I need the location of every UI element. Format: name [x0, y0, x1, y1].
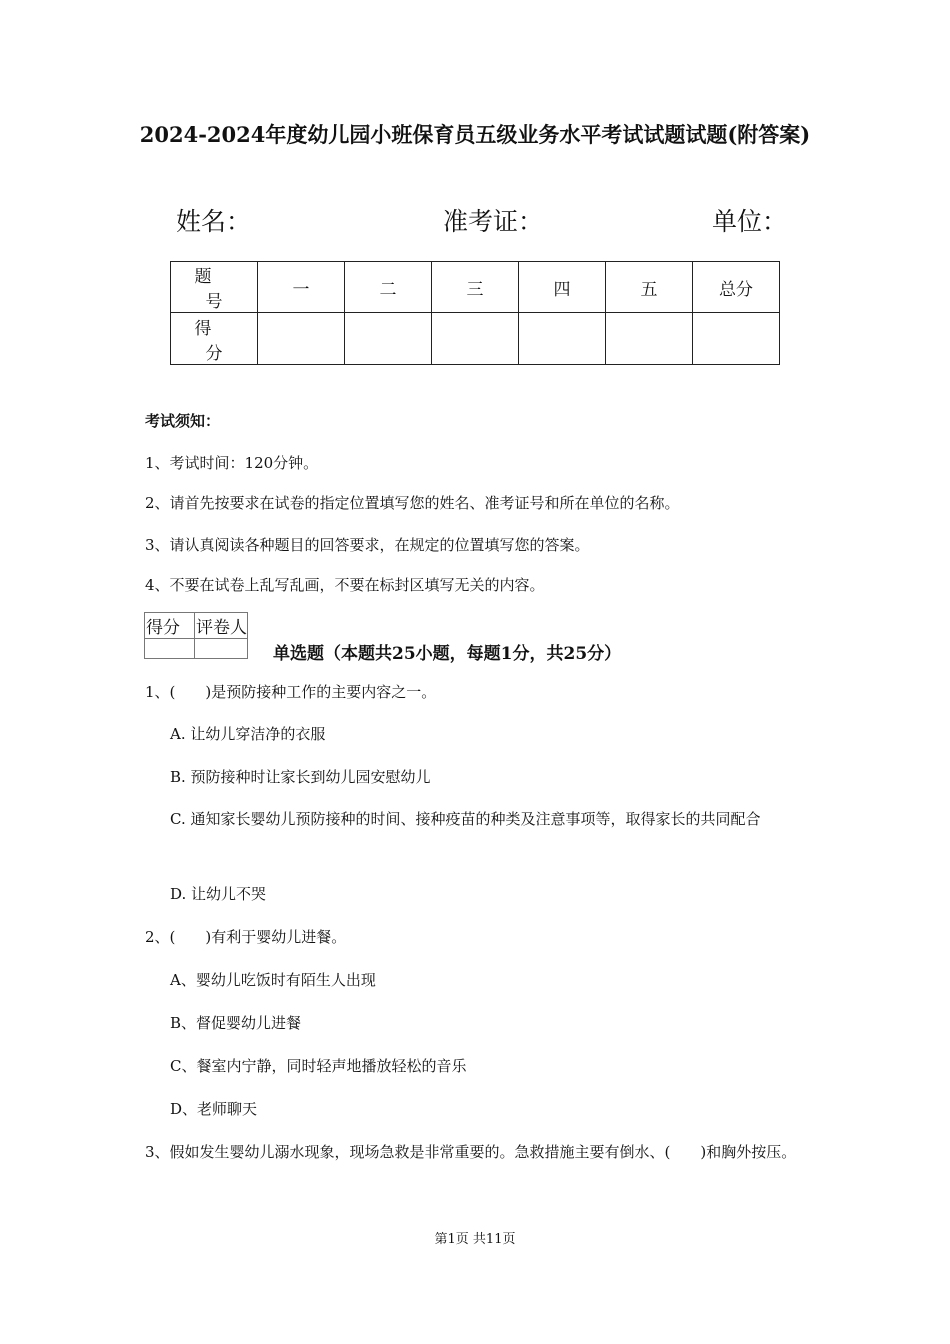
score-table-col-4: 四 [519, 262, 606, 313]
grader-name-label: 评卷人 [195, 613, 248, 639]
question-1-option-b: B. 预防接种时让家长到幼儿园安慰幼儿 [170, 768, 431, 786]
grader-box [144, 612, 248, 659]
question-1-option-a: A. 让幼儿穿洁净的衣服 [170, 725, 326, 743]
score-table-col-5: 五 [606, 262, 693, 313]
notice-item-4: 4、不要在试卷上乱写乱画，不要在标封区填写无关的内容。 [145, 576, 545, 594]
notice-item-2: 2、请首先按要求在试卷的指定位置填写您的姓名、准考证号和所在单位的名称。 [145, 494, 680, 512]
grader-box-labels [145, 613, 248, 639]
notice-title: 考试须知： [145, 412, 221, 430]
score-table [170, 261, 780, 365]
score-table-header-row [171, 262, 780, 313]
unit-label: 单位： [712, 207, 788, 236]
question-1-option-c: C. 通知家长婴幼儿预防接种的时间、接种疫苗的种类及注意事项等，取得家长的共同配合 [170, 810, 761, 828]
score-table-col-3: 三 [432, 262, 519, 313]
section-title: 单选题（本题共25小题，每题1分，共25分） [273, 644, 622, 664]
score-cell-1[interactable] [258, 313, 345, 365]
score-table-header-label: 题 号 [171, 262, 258, 313]
score-cell-4[interactable] [519, 313, 606, 365]
name-label: 姓名： [176, 207, 252, 236]
score-cell-total[interactable] [693, 313, 780, 365]
score-table-col-2: 二 [345, 262, 432, 313]
question-2-option-c: C、餐室内宁静，同时轻声地播放轻松的音乐 [170, 1057, 467, 1075]
score-table-score-row [171, 313, 780, 365]
grader-score-cell[interactable] [145, 639, 195, 659]
document-title: 2024-2024年度幼儿园小班保育员五级业务水平考试试题试题(附答案) [139, 122, 811, 147]
grader-name-cell[interactable] [195, 639, 248, 659]
score-cell-2[interactable] [345, 313, 432, 365]
notice-item-1: 1、考试时间：120分钟。 [145, 454, 319, 472]
score-table-score-label: 得 分 [171, 313, 258, 365]
question-2-option-b: B、督促婴幼儿进餐 [170, 1014, 302, 1032]
question-2-option-d: D、老师聊天 [170, 1100, 258, 1118]
page-footer: 第1页 共11页 [434, 1232, 516, 1247]
score-table-col-1: 一 [258, 262, 345, 313]
question-3-stem: 3、假如发生婴幼儿溺水现象，现场急救是非常重要的。急救措施主要有倒水、( )和胸外按压。 [145, 1143, 797, 1161]
question-2-option-a: A、婴幼儿吃饭时有陌生人出现 [170, 971, 376, 989]
grader-box-blank [145, 639, 248, 659]
score-cell-3[interactable] [432, 313, 519, 365]
notice-item-3: 3、请认真阅读各种题目的回答要求，在规定的位置填写您的答案。 [145, 536, 590, 554]
score-cell-5[interactable] [606, 313, 693, 365]
score-table-col-total: 总分 [693, 262, 780, 313]
question-1-stem: 1、( )是预防接种工作的主要内容之一。 [145, 683, 437, 701]
question-1-option-d: D. 让幼儿不哭 [170, 885, 267, 903]
question-2-stem: 2、( )有利于婴幼儿进餐。 [145, 928, 347, 946]
grader-score-label: 得分 [145, 613, 195, 639]
exam-id-label: 准考证： [443, 207, 544, 236]
candidate-fields [0, 202, 950, 242]
